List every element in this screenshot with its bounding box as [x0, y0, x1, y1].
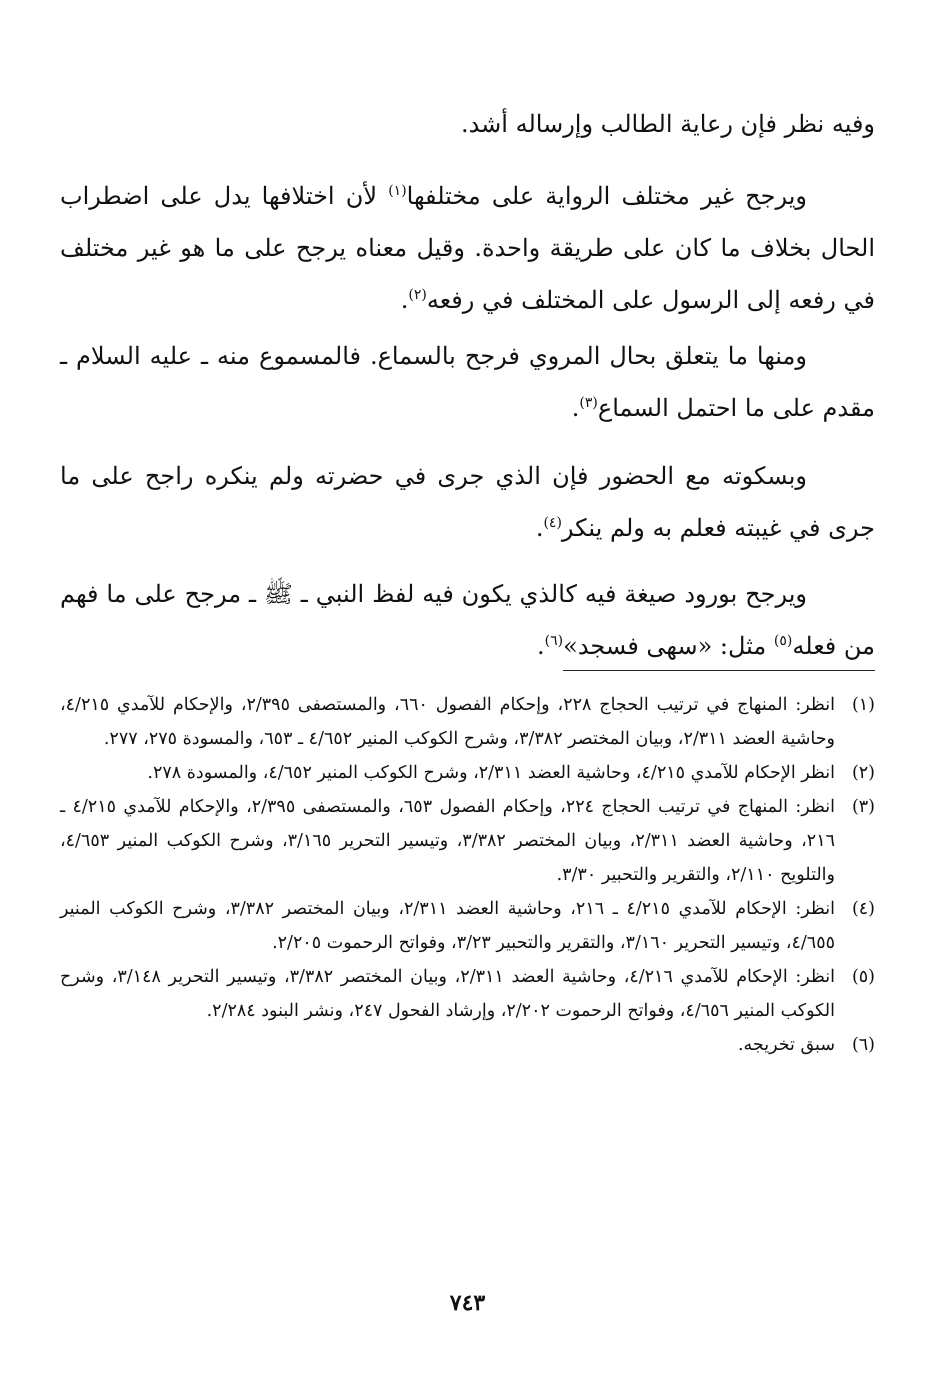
- footnote-number: (٢): [851, 763, 875, 783]
- footnote-text: انظر الإحكام للآمدي ٤/٢١٥، وحاشية العضد ٢/٣١١، وشرح الكوكب المنير ٤/٦٥٢، والمسودة ٢٧٨.: [147, 763, 835, 783]
- footnote-number: (٤): [851, 899, 875, 919]
- paragraph-5-text: ويرجح بورود صيغة فيه كالذي يكون فيه لفظ النبي ـ ﷺ ـ مرجح على ما فهم من فعله: [60, 580, 875, 660]
- paragraph-1: [60, 98, 875, 150]
- footnote-1: [60, 688, 875, 756]
- footnote-ref-1[interactable]: (١): [388, 183, 407, 199]
- footnote-text: سبق تخريجه.: [737, 1035, 835, 1055]
- footnote-ref-5[interactable]: (٥): [773, 633, 793, 649]
- paragraph-3: [60, 330, 875, 434]
- paragraph-4-text: وبسكوته مع الحضور فإن الذي جرى في حضرته ولم ينكره راجح على ما جرى في غيبته فعلم به ولم ينكر: [60, 462, 875, 542]
- page-number: ٧٤٣: [449, 1290, 486, 1316]
- footnote-ref-3[interactable]: (٣): [579, 395, 598, 411]
- footnote-number: (٣): [851, 797, 875, 817]
- paragraph-5: [60, 568, 875, 672]
- footnote-text: انظر: الإحكام للآمدي ٤/٢١٦، وحاشية العضد ٢/٣١١، وبيان المختصر ٣/٣٨٢، وتيسير التحرير ٣/١٤٨، وشرح الكوكب المنير ٤/٦٥٦، وفواتح الرحموت ٢/٢٠٢، وإرشاد الفحول ٢٤٧، ونشر البنود ٢/٢٨٤.: [60, 967, 836, 1021]
- paragraph-1-text: وفيه نظر فإن رعاية الطالب وإرساله أشد.: [460, 110, 875, 138]
- footnote-ref-2[interactable]: (٢): [408, 287, 427, 303]
- paragraph-2-text: ويرجح غير مختلف الرواية على مختلفها: [406, 182, 808, 210]
- paragraph-2-end: .: [400, 286, 409, 314]
- paragraph-5-text-cont: مثل: «سهى فسجد»: [563, 632, 774, 660]
- paragraph-2-text-cont: لأن اختلافها يدل على اضطراب الحال بخلاف ما كان على طريقة واحدة. وقيل معناه يرجح على ما هو غير مختلف في رفعه إلى الرسول على المختلف في رفعه: [60, 182, 875, 314]
- footnotes: [60, 688, 875, 1062]
- paragraph-4-end: .: [535, 514, 544, 542]
- footnote-separator: [563, 670, 875, 671]
- footnote-3: [60, 790, 875, 892]
- footnote-ref-6[interactable]: (٦): [544, 633, 564, 649]
- footnote-number: (١): [851, 695, 875, 715]
- paragraph-3-text: ومنها ما يتعلق بحال المروي فرجح بالسماع. فالمسموع منه ـ عليه السلام ـ مقدم على ما احتمل السماع: [60, 342, 875, 422]
- footnote-text: انظر: الإحكام للآمدي ٤/٢١٥ ـ ٢١٦، وحاشية العضد ٢/٣١١، وبيان المختصر ٣/٣٨٢، وشرح الكوكب المنير ٤/٦٥٥، وتيسير التحرير ٣/١٦٠، والتقرير والتحبير ٣/٢٣، وفواتح الرحموت ٢/٢٠٥.: [60, 899, 835, 953]
- footnote-number: (٦): [851, 1035, 875, 1055]
- footnote-5: [60, 960, 875, 1028]
- paragraph-2: [60, 170, 875, 326]
- paragraph-5-end: .: [537, 632, 545, 660]
- footnote-6: [60, 1028, 875, 1062]
- footnote-ref-4[interactable]: (٤): [543, 515, 562, 531]
- footnote-text: انظر: المنهاج في ترتيب الحجاج ٢٢٨، وإحكام الفصول ٦٦٠، والمستصفى ٢/٣٩٥، والإحكام للآمدي ٤/٢١٥، وحاشية العضد ٢/٣١١، وبيان المختصر ٣/٣٨٢، وشرح الكوكب المنير ٤/٦٥٢ ـ ٦٥٣، والمسودة ٢٧٥، ٢٧٧.: [60, 695, 836, 749]
- footnote-number: (٥): [851, 967, 875, 987]
- paragraph-3-end: .: [571, 394, 580, 422]
- paragraph-4: [60, 450, 875, 554]
- footnote-4: [60, 892, 875, 960]
- footnote-2: [60, 756, 875, 790]
- footnote-text: انظر: المنهاج في ترتيب الحجاج ٢٢٤، وإحكام الفصول ٦٥٣، والمستصفى ٢/٣٩٥، والإحكام للآمدي ٤/٢١٥ ـ ٢١٦، وحاشية العضد ٢/٣١١، وبيان المختصر ٣/٣٨٢، وتيسير التحرير ٣/١٦٥، وشرح الكوكب المنير ٤/٦٥٣، والتلويح ٢/١١٠، والتقرير والتحبير ٣/٣٠.: [60, 797, 835, 885]
